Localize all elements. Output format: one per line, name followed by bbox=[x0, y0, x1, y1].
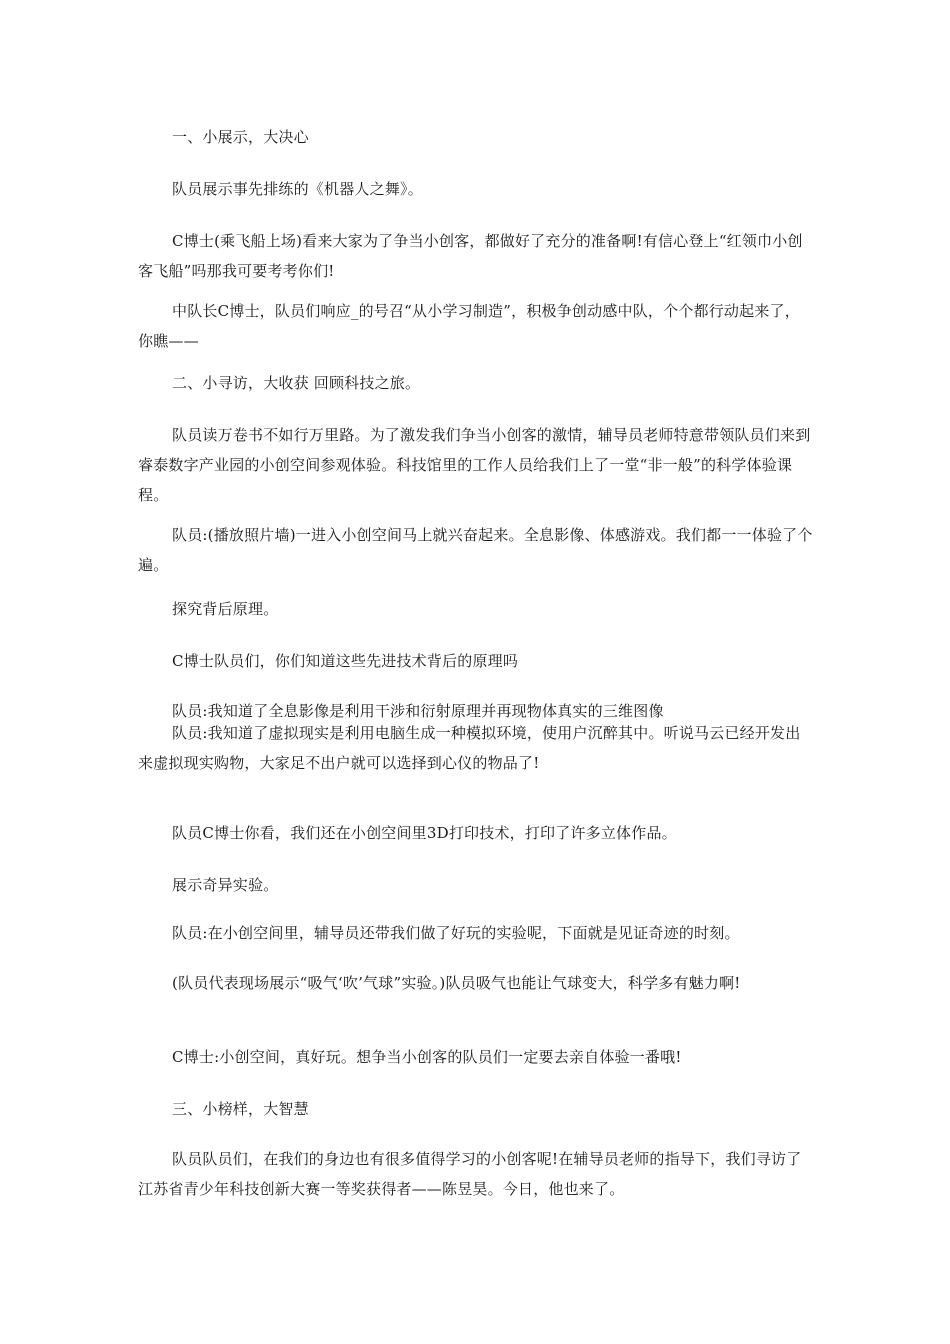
paragraph: 队员C博士你看，我们还在小创空间里3D打印技术，打印了许多立体作品。 bbox=[172, 824, 677, 842]
paragraph: 中队长C博士，队员们响应_的号召“从小学习制造”，积极争创动感中队，个个都行动起来了，你瞧—— bbox=[138, 302, 800, 350]
heading-section-2: 二、小寻访，大收获 回顾科技之旅。 bbox=[172, 374, 421, 392]
paragraph: 队员:我知道了全息影像是利用干涉和衍射原理并再现物体真实的三维图像 bbox=[172, 702, 664, 720]
paragraph: C博士队员们，你们知道这些先进技术背后的原理吗 bbox=[172, 652, 519, 670]
paragraph: 队员:我知道了虚拟现实是利用电脑生成一种模拟环境，使用户沉醉其中。听说马云已经开发出来虚拟现实购物，大家足不出户就可以选择到心仪的物品了! bbox=[138, 724, 801, 772]
paragraph: 队员队员们，在我们的身边也有很多值得学习的小创客呢!在辅导员老师的指导下，我们寻访了江苏省青少年科技创新大赛一等奖获得者——陈昱昊。今日，他也来了。 bbox=[138, 1150, 802, 1198]
paragraph: C博士:小创空间，真好玩。想争当小创客的队员们一定要去亲自体验一番哦! bbox=[172, 1048, 682, 1066]
paragraph: C博士(乘飞船上场)看来大家为了争当小创客，都做好了充分的准备啊!有信心登上“红领巾小创客飞船”吗那我可要考考你们! bbox=[138, 232, 803, 280]
paragraph: 探究背后原理。 bbox=[172, 600, 279, 618]
paragraph: 队员:(播放照片墙)一进入小创空间马上就兴奋起来。全息影像、体感游戏。我们都一一体验了个遍。 bbox=[138, 526, 813, 574]
heading-section-1: 一、小展示，大决心 bbox=[172, 128, 309, 146]
heading-section-3: 三、小榜样，大智慧 bbox=[172, 1100, 309, 1118]
paragraph: (队员代表现场展示“吸气‘吹’气球”实验。)队员吸气也能让气球变大，科学多有魅力啊! bbox=[172, 974, 741, 992]
paragraph: 展示奇异实验。 bbox=[172, 876, 279, 894]
paragraph: 队员读万卷书不如行万里路。为了激发我们争当小创客的激情，辅导员老师特意带领队员们来到睿泰数字产业园的小创空间参观体验。科技馆里的工作人员给我们上了一堂“非一般”的科学体验课程。 bbox=[138, 426, 811, 504]
paragraph: 队员展示事先排练的《机器人之舞》。 bbox=[172, 180, 423, 198]
paragraph: 队员:在小创空间里，辅导员还带我们做了好玩的实验呢，下面就是见证奇迹的时刻。 bbox=[172, 924, 740, 942]
